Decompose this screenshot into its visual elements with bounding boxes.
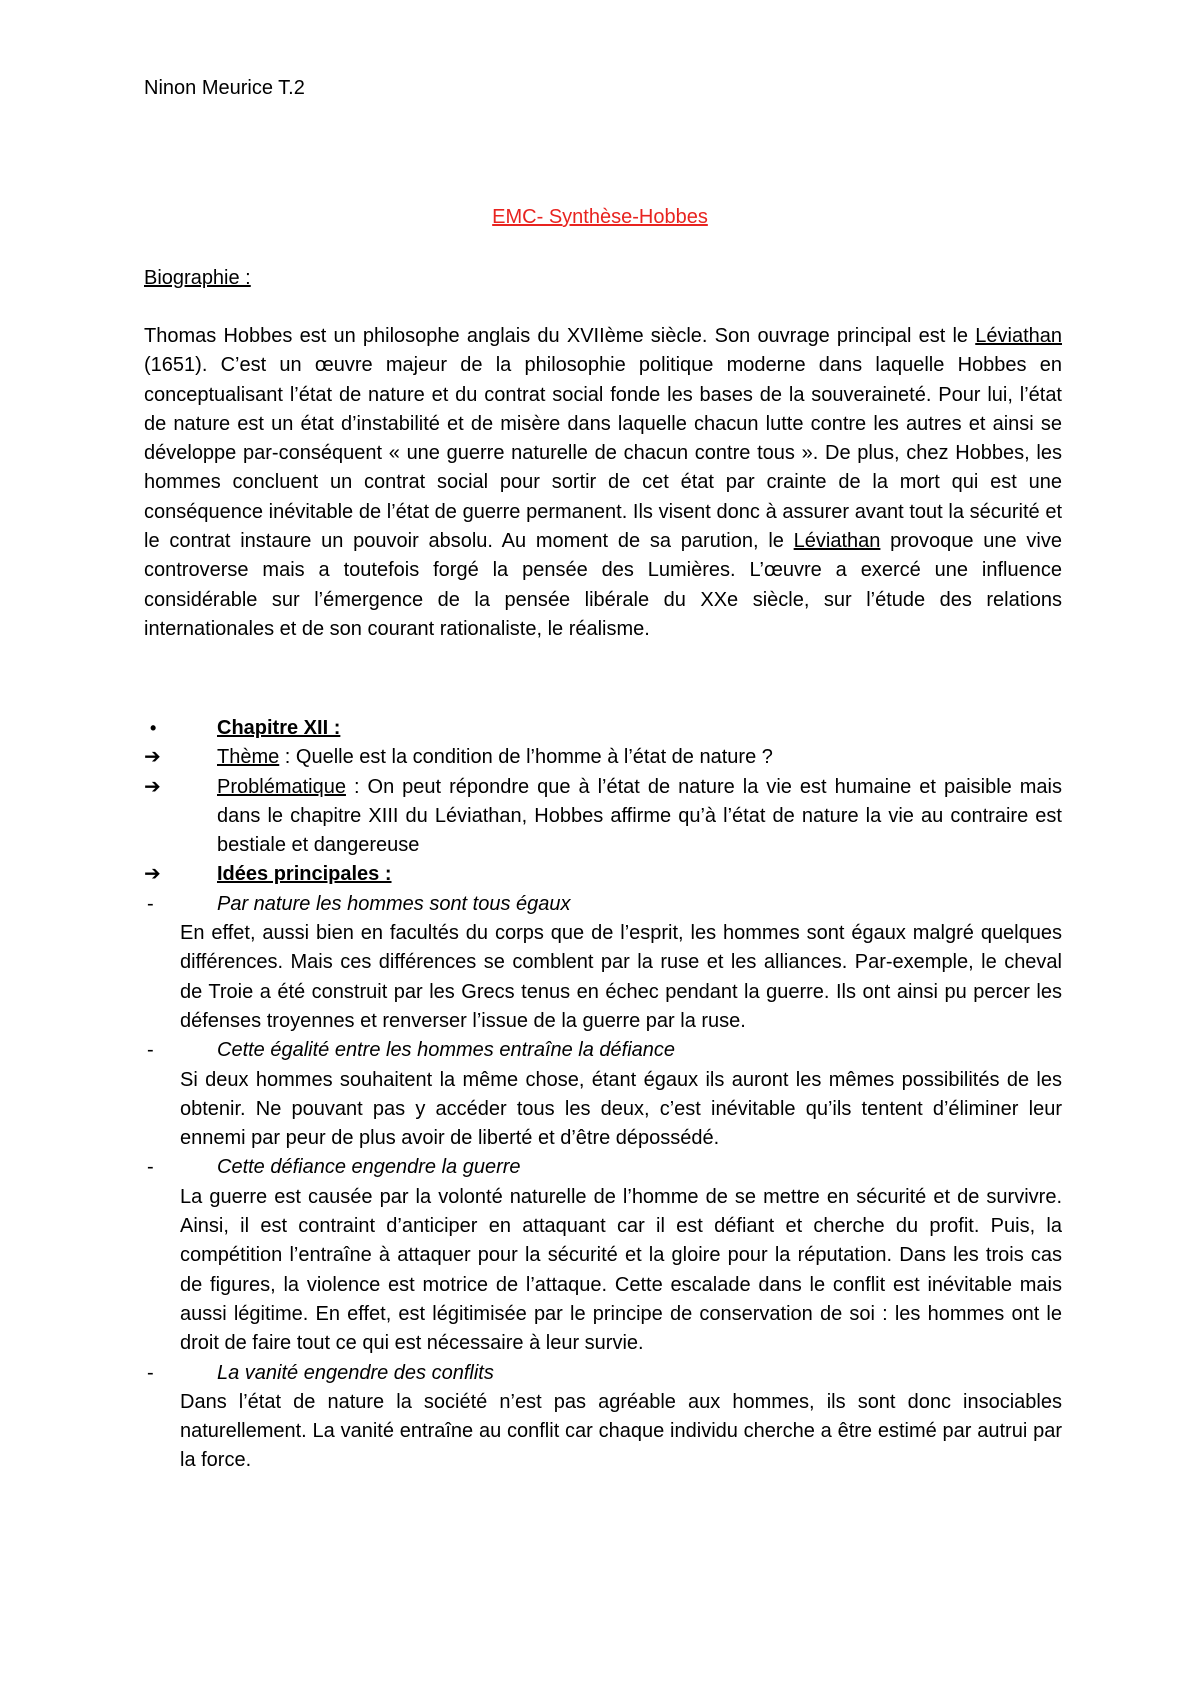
idea-title-row bbox=[144, 1036, 1062, 1065]
idea-title: Par nature les hommes sont tous égaux bbox=[217, 892, 571, 915]
biography-heading: Biographie : bbox=[144, 267, 251, 289]
theme-row bbox=[144, 743, 1062, 772]
biography-text-1: Thomas Hobbes est un philosophe anglais du XVIIème siècle. Son ouvrage principal est le bbox=[144, 325, 969, 347]
problem-label: Problématique bbox=[217, 775, 346, 798]
idea-title-row bbox=[144, 1359, 1062, 1388]
leviathan-title-1: Léviathan bbox=[975, 325, 1062, 347]
idea-text: Si deux hommes souhaitent la même chose, étant égaux ils auront les mêmes possibilités de les obtenir. Ne pouvant pas y accéder tous les deux, c’est inévitable qu’ils tentent d’éliminer leur ennemi par peur de plus avoir de liberté et d’être dépossédé. bbox=[180, 1068, 1062, 1150]
document-title: EMC- Synthèse-Hobbes bbox=[492, 206, 708, 228]
idea-title-row bbox=[144, 1153, 1062, 1182]
theme-text: : Quelle est la condition de l’homme à l’état de nature ? bbox=[279, 746, 773, 769]
problem-text: : On peut répondre que à l’état de nature la vie est humaine et paisible mais dans le chapitre XIII du Léviathan, Hobbes affirme qu’à l’état de nature la vie au contraire est bestiale et dangereuse bbox=[217, 775, 1062, 857]
idea-title-row bbox=[144, 890, 1062, 919]
dash-icon: - bbox=[147, 1039, 154, 1062]
chapter-heading: Chapitre XII : bbox=[217, 717, 341, 739]
ideas-label: Idées principales : bbox=[217, 863, 392, 886]
biography-paragraph bbox=[144, 322, 1062, 644]
biography-text-2: (1651). C’est un œuvre majeur de la philosophie politique moderne dans laquelle Hobbes en conceptualisant l’état de nature et du contrat social fonde les bases de la souveraineté. Pour lui, l’état de nature est un état d’instabilité et de misère dans laquelle chacun lutte contre les autres et ainsi se développe par-conséquent « une guerre naturelle de chacun contre tous ». De plus, chez Hobbes, les hommes concluent un contrat social pour sortir de cet état par crainte de la mort qui est une conséquence inévitable de l’état de guerre permanent. Ils visent donc à assurer avant tout la sécurité et le contrat instaure un pouvoir absolu. Au moment de sa parution, le bbox=[144, 354, 1062, 553]
idea-text: En effet, aussi bien en facultés du corps que de l’esprit, les hommes sont égaux malgré quelques différences. Mais ces différences se comblent par la ruse et les alliances. Par-exemple, le cheval de Troie a été construit par les Grecs tenus en échec pendant la guerre. Ils ont ainsi pu percer les défenses troyennes et renverser l’issue de la guerre par la ruse. bbox=[180, 922, 1062, 1032]
biography-text-3: provoque une vive controverse mais a toutefois forgé la pensée des Lumières. L’œuvre a exercé une influence considérable sur l’émergence de la pensée libérale du XXe siècle, sur l’étude des relations internationales et de son courant rationaliste, le réalisme. bbox=[144, 530, 1062, 640]
ideas-row bbox=[144, 860, 1062, 889]
chapter-heading-row bbox=[144, 714, 1062, 743]
arrow-right-icon: ➔ bbox=[144, 746, 161, 769]
theme-label: Thème bbox=[217, 746, 280, 769]
dash-icon: - bbox=[147, 1156, 154, 1179]
bullet-icon: • bbox=[150, 718, 157, 738]
idea-title: Cette égalité entre les hommes entraîne la défiance bbox=[217, 1039, 676, 1062]
problem-row bbox=[144, 773, 1062, 861]
chapter-section bbox=[144, 714, 1062, 1476]
idea-text: Dans l’état de nature la société n’est pas agréable aux hommes, ils sont donc insociables naturellement. La vanité entraîne au conflit car chaque individu cherche a être estimé par autrui par la force. bbox=[180, 1390, 1062, 1472]
dash-icon: - bbox=[147, 892, 154, 915]
author-header: Ninon Meurice T.2 bbox=[144, 77, 305, 99]
idea-text: La guerre est causée par la volonté naturelle de l’homme de se mettre en sécurité et de survivre. Ainsi, il est contraint d’anticiper en attaquant car il est défiant et cherche du profit. Puis, la compétition l’entraîne à attaquer pour la sécurité et la gloire pour la réputation. Dans les trois cas de figures, la violence est motrice de l’attaque. Cette escalade dans le conflit est inévitable mais aussi légitime. En effet, est légitimisée par le principe de conservation de soi : les hommes ont le droit de faire tout ce qui est nécessaire à leur survie. bbox=[180, 1185, 1062, 1355]
leviathan-title-2: Léviathan bbox=[793, 530, 881, 553]
arrow-right-icon: ➔ bbox=[144, 863, 161, 886]
dash-icon: - bbox=[147, 1361, 154, 1384]
idea-title: La vanité engendre des conflits bbox=[217, 1361, 494, 1384]
arrow-right-icon: ➔ bbox=[144, 775, 161, 798]
idea-title: Cette défiance engendre la guerre bbox=[217, 1156, 521, 1179]
